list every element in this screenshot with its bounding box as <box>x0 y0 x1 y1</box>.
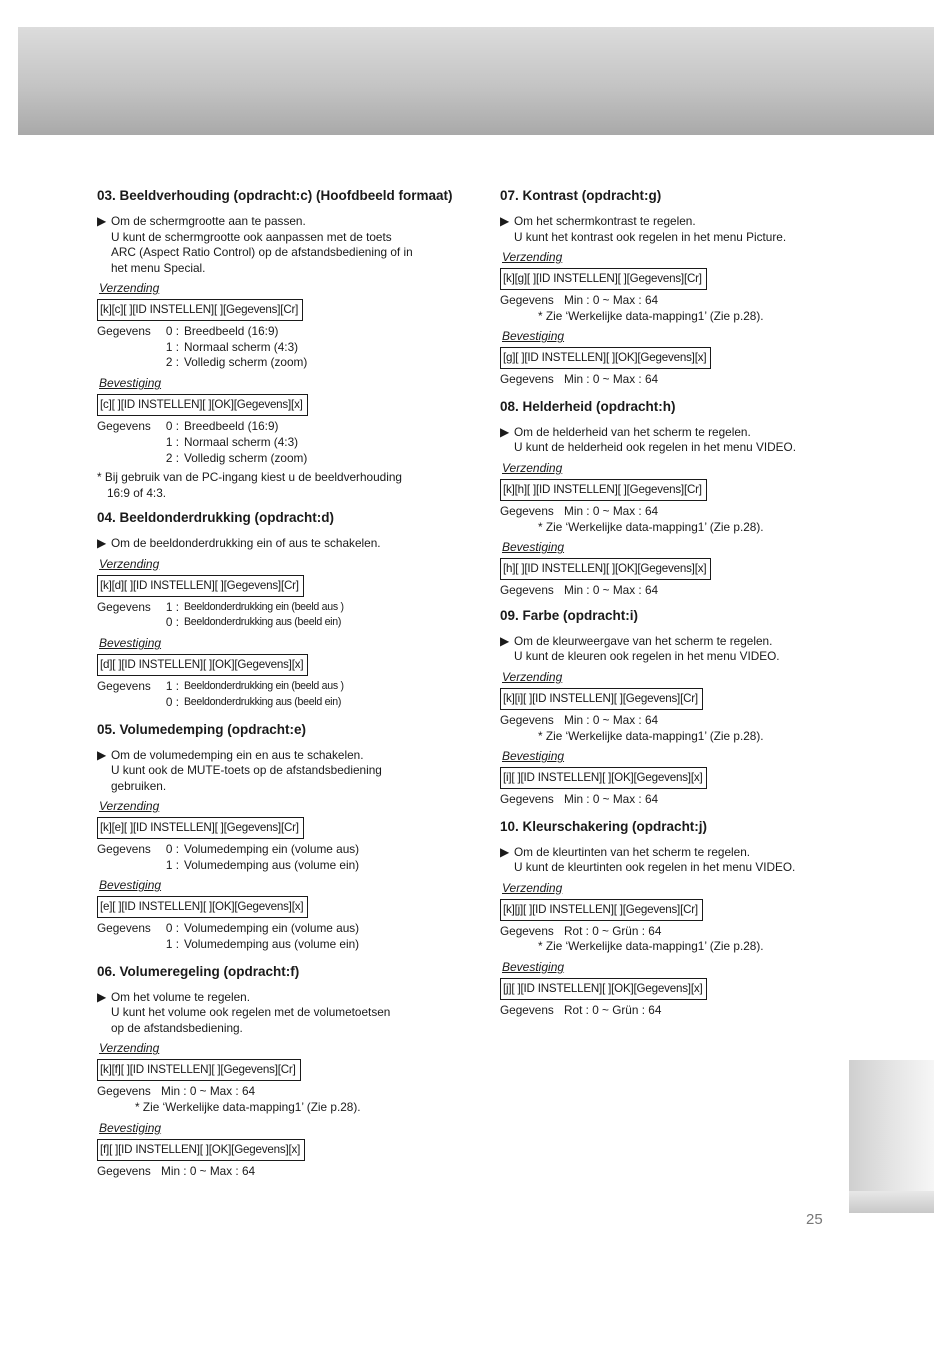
section-title: 04. Beeldonderdrukking (opdracht:d) <box>97 510 335 526</box>
transmission-command-box: [k][d][ ][ID INSTELLEN][ ][Gegevens][Cr] <box>97 575 304 597</box>
acknowledgement-command-box: [f][ ][ID INSTELLEN][ ][OK][Gegevens][x] <box>97 1139 305 1161</box>
play-arrow-icon: ▶ <box>97 214 107 228</box>
bullet-text <box>111 748 477 795</box>
bullet-text <box>514 214 880 245</box>
mapping-note: * Zie ‘Werkelijke data-mapping1’ (Zie p.28). <box>538 308 764 323</box>
acknowledgement-label: Bevestiging <box>99 636 162 651</box>
transmission-command-box: [k][g][ ][ID INSTELLEN][ ][Gegevens][Cr] <box>500 268 707 290</box>
data-label <box>97 858 157 874</box>
bullet-text <box>111 990 477 1037</box>
data-key: 0 : <box>165 419 179 434</box>
bullet-text <box>514 845 880 876</box>
data-key: 1 : <box>165 679 179 694</box>
acknowledgement-data <box>500 1003 880 1019</box>
bullet-text <box>514 425 880 456</box>
right-column <box>500 187 880 1019</box>
section <box>500 818 880 1019</box>
transmission-command-box: [k][j][ ][ID INSTELLEN][ ][Gegevens][Cr] <box>500 899 703 921</box>
transmission-command-box: [k][h][ ][ID INSTELLEN][ ][Gegevens][Cr] <box>500 479 707 501</box>
data-label: Gegevens <box>500 583 554 598</box>
section-title: 03. Beeldverhouding (opdracht:c) (Hoofdbeeld formaat) <box>97 188 453 203</box>
section-title: 10. Kleurschakering (opdracht:j) <box>500 818 708 834</box>
footnote <box>97 470 477 501</box>
transmission-data <box>500 924 880 940</box>
data-value: Beeldonderdrukking ein (beeld aus ) <box>184 680 344 693</box>
data-value: Min : 0 ~ Max : 64 <box>564 293 659 307</box>
acknowledgement-label: Bevestiging <box>99 878 162 893</box>
data-row <box>97 355 477 371</box>
footnote-line: * Bij gebruik van de PC-ingang kiest u de beeldverhouding <box>97 470 402 485</box>
data-key: 1 : <box>165 434 179 449</box>
acknowledgement-label: Bevestiging <box>502 749 565 764</box>
section <box>500 398 880 599</box>
transmission-label: Verzending <box>99 1041 160 1056</box>
bullet-text <box>111 214 477 276</box>
data-row <box>97 419 477 435</box>
data-key: 1 : <box>165 339 179 354</box>
bullet-line: Om de kleurweergave van het scherm te regelen. <box>514 633 773 648</box>
data-label <box>97 340 157 356</box>
transmission-label: Verzending <box>502 880 563 895</box>
data-key: 0 : <box>165 615 179 630</box>
section-title: 08. Helderheid (opdracht:h) <box>500 398 676 414</box>
play-arrow-icon: ▶ <box>500 633 510 648</box>
data-label: Gegevens <box>500 293 554 307</box>
section <box>97 721 477 953</box>
data-value: Beeldonderdrukking ein (beeld aus ) <box>184 600 344 613</box>
transmission-label: Verzending <box>502 460 563 475</box>
transmission-label: Verzending <box>99 556 160 571</box>
acknowledgement-label: Bevestiging <box>502 540 565 555</box>
acknowledgement-command-box: [g][ ][ID INSTELLEN][ ][OK][Gegevens][x] <box>500 347 711 369</box>
bullet-line: gebruiken. <box>111 778 167 793</box>
data-label: Gegevens <box>500 712 554 727</box>
data-value: Normaal scherm (4:3) <box>184 434 299 449</box>
section <box>500 187 880 388</box>
left-column <box>97 187 477 1179</box>
data-key: 1 : <box>165 599 179 614</box>
bullet-line: U kunt de helderheid ook regelen in het menu VIDEO. <box>514 440 796 455</box>
acknowledgement-data <box>97 921 477 952</box>
data-value: Volumedemping ein (volume aus) <box>184 842 360 857</box>
data-key: 2 : <box>165 450 179 465</box>
data-label: Gegevens <box>500 792 554 807</box>
header-band <box>18 27 934 135</box>
data-row <box>97 615 477 631</box>
data-row <box>97 921 477 937</box>
acknowledgement-data <box>500 792 880 808</box>
bullet-paragraph <box>97 214 477 276</box>
transmission-command-box: [k][f][ ][ID INSTELLEN][ ][Gegevens][Cr] <box>97 1059 301 1081</box>
transmission-label: Verzending <box>502 669 563 684</box>
data-row <box>97 937 477 953</box>
acknowledgement-data <box>500 372 880 388</box>
data-label <box>97 435 157 451</box>
data-value: Volumedemping aus (volume ein) <box>184 857 360 872</box>
data-value: Beeldonderdrukking aus (beeld ein) <box>184 616 342 629</box>
bullet-line: op de afstandsbediening. <box>111 1020 243 1035</box>
bullet-line: U kunt de schermgrootte ook aanpassen met de toets <box>111 229 392 244</box>
section-title: 07. Kontrast (opdracht:g) <box>500 188 662 203</box>
data-row <box>97 324 477 340</box>
play-arrow-icon: ▶ <box>500 214 510 228</box>
data-label: Gegevens <box>500 923 554 938</box>
bullet-line: Om de volumedemping ein en aus te schakelen. <box>111 747 364 762</box>
transmission-command-box: [k][i][ ][ID INSTELLEN][ ][Gegevens][Cr] <box>500 688 703 710</box>
data-value: Normaal scherm (4:3) <box>184 339 299 354</box>
data-label <box>97 937 157 953</box>
bullet-text <box>111 536 477 552</box>
data-row <box>500 293 880 309</box>
bullet-line: U kunt ook de MUTE-toets op de afstandsbediening <box>111 763 382 778</box>
page-number: 25 <box>806 1211 823 1228</box>
bullet-paragraph <box>500 845 880 876</box>
play-arrow-icon: ▶ <box>97 747 107 762</box>
data-value: Volumedemping aus (volume ein) <box>184 937 360 952</box>
data-label: Gegevens <box>97 921 151 936</box>
bullet-line: U kunt de kleuren ook regelen in het menu VIDEO. <box>514 649 780 664</box>
transmission-data <box>97 324 477 371</box>
section-title: 06. Volumeregeling (opdracht:f) <box>97 963 300 979</box>
bullet-line: U kunt het kontrast ook regelen in het menu Picture. <box>514 229 787 244</box>
data-label: Gegevens <box>97 1084 151 1099</box>
data-key: 1 : <box>165 857 179 872</box>
data-value: Volumedemping ein (volume aus) <box>184 921 360 936</box>
acknowledgement-data <box>500 583 880 599</box>
data-value: Volledig scherm (zoom) <box>184 355 308 370</box>
mapping-note: * Zie ‘Werkelijke data-mapping1’ (Zie p.28). <box>538 939 764 954</box>
bullet-line: U kunt het volume ook regelen met de volumetoetsen <box>111 1005 391 1020</box>
play-arrow-icon: ▶ <box>500 424 510 439</box>
bullet-line: ARC (Aspect Ratio Control) op de afstandsbediening of in <box>111 245 413 259</box>
data-label <box>97 695 157 711</box>
transmission-data <box>97 1084 477 1100</box>
data-label: Gegevens <box>500 1002 554 1017</box>
data-row <box>97 435 477 451</box>
bullet-paragraph <box>97 536 477 552</box>
bullet-line: Om de helderheid van het scherm te regelen. <box>514 424 751 439</box>
acknowledgement-command-box: [c][ ][ID INSTELLEN][ ][OK][Gegevens][x] <box>97 394 308 416</box>
data-row <box>500 792 880 808</box>
bullet-line: Om de beeldonderdrukking ein of aus te schakelen. <box>111 536 381 551</box>
transmission-data <box>500 293 880 309</box>
data-value: Min : 0 ~ Max : 64 <box>564 792 659 807</box>
acknowledgement-command-box: [h][ ][ID INSTELLEN][ ][OK][Gegevens][x] <box>500 558 711 580</box>
data-row <box>500 372 880 388</box>
acknowledgement-command-box: [i][ ][ID INSTELLEN][ ][OK][Gegevens][x] <box>500 767 707 789</box>
acknowledgement-data <box>97 419 477 466</box>
bullet-paragraph <box>500 214 880 245</box>
data-label <box>97 451 157 467</box>
data-label: Gegevens <box>500 372 554 387</box>
data-label: Gegevens <box>97 419 151 434</box>
section-title: 09. Farbe (opdracht:i) <box>500 607 639 623</box>
bullet-paragraph <box>500 634 880 665</box>
transmission-label: Verzending <box>502 250 563 264</box>
footnote-line: 16:9 of 4:3. <box>107 485 167 500</box>
data-row <box>97 600 477 616</box>
acknowledgement-data <box>97 1164 477 1180</box>
transmission-command-box: [k][c][ ][ID INSTELLEN][ ][Gegevens][Cr] <box>97 299 303 321</box>
transmission-label: Verzending <box>99 799 160 814</box>
section <box>97 187 477 501</box>
transmission-data <box>97 600 477 631</box>
transmission-data <box>500 713 880 729</box>
bullet-line: Om de kleurtinten van het scherm te regelen. <box>514 844 751 859</box>
acknowledgement-command-box: [j][ ][ID INSTELLEN][ ][OK][Gegevens][x] <box>500 978 707 1000</box>
acknowledgement-label: Bevestiging <box>502 329 565 344</box>
data-row <box>500 713 880 729</box>
bullet-paragraph <box>97 990 477 1037</box>
data-label: Gegevens <box>97 842 151 857</box>
data-row <box>500 1003 880 1019</box>
play-arrow-icon: ▶ <box>97 536 107 551</box>
data-row <box>97 695 477 711</box>
acknowledgement-data <box>97 679 477 710</box>
data-value: Min : 0 ~ Max : 64 <box>564 583 659 598</box>
data-key: 0 : <box>165 324 179 338</box>
transmission-label: Verzending <box>99 281 160 295</box>
data-row <box>97 842 477 858</box>
mapping-note: * Zie ‘Werkelijke data-mapping1’ (Zie p.28). <box>538 519 764 534</box>
side-tab-decoration <box>849 1060 934 1213</box>
data-row <box>97 679 477 695</box>
data-value: Beeldonderdrukking aus (beeld ein) <box>184 695 342 708</box>
data-row <box>97 1164 477 1180</box>
bullet-line: U kunt de kleurtinten ook regelen in het menu VIDEO. <box>514 860 796 875</box>
play-arrow-icon: ▶ <box>97 989 107 1004</box>
data-row <box>97 340 477 356</box>
transmission-data <box>500 504 880 520</box>
mapping-note: * Zie ‘Werkelijke data-mapping1’ (Zie p.28). <box>538 728 764 743</box>
acknowledgement-command-box: [e][ ][ID INSTELLEN][ ][OK][Gegevens][x] <box>97 896 308 918</box>
data-value: Breedbeeld (16:9) <box>184 419 279 434</box>
data-label: Gegevens <box>97 324 151 338</box>
bullet-line: Om het schermkontrast te regelen. <box>514 214 696 228</box>
data-row <box>500 583 880 599</box>
data-row <box>500 924 880 940</box>
data-value: Rot : 0 ~ Grün : 64 <box>564 923 662 938</box>
data-row <box>97 451 477 467</box>
data-key: 0 : <box>165 842 179 857</box>
data-row <box>500 504 880 520</box>
data-value: Min : 0 ~ Max : 64 <box>161 1084 256 1099</box>
acknowledgement-label: Bevestiging <box>99 1120 162 1135</box>
data-label: Gegevens <box>97 679 151 694</box>
data-label: Gegevens <box>97 1163 151 1178</box>
bullet-paragraph <box>500 425 880 456</box>
section <box>500 607 880 808</box>
data-value: Min : 0 ~ Max : 64 <box>564 712 659 727</box>
transmission-data <box>97 842 477 873</box>
data-row <box>97 858 477 874</box>
data-label: Gegevens <box>97 599 151 614</box>
acknowledgement-command-box: [d][ ][ID INSTELLEN][ ][OK][Gegevens][x] <box>97 654 308 676</box>
bullet-paragraph <box>97 748 477 795</box>
bullet-line: Om de schermgrootte aan te passen. <box>111 214 306 228</box>
data-row <box>97 1084 477 1100</box>
data-value: Rot : 0 ~ Grün : 64 <box>564 1002 662 1017</box>
data-value: Breedbeeld (16:9) <box>184 324 279 338</box>
acknowledgement-label: Bevestiging <box>99 376 162 391</box>
section <box>97 963 477 1179</box>
transmission-command-box: [k][e][ ][ID INSTELLEN][ ][Gegevens][Cr] <box>97 817 304 839</box>
data-value: Min : 0 ~ Max : 64 <box>161 1163 256 1178</box>
bullet-line: Om het volume te regelen. <box>111 989 251 1004</box>
data-key: 1 : <box>165 937 179 952</box>
data-label <box>97 615 157 631</box>
section-title: 05. Volumedemping (opdracht:e) <box>97 721 307 737</box>
bullet-text <box>514 634 880 665</box>
data-label <box>97 355 157 371</box>
play-arrow-icon: ▶ <box>500 844 510 859</box>
data-label: Gegevens <box>500 503 554 518</box>
data-key: 0 : <box>165 921 179 936</box>
section <box>97 509 477 710</box>
data-key: 0 : <box>165 694 179 709</box>
data-value: Min : 0 ~ Max : 64 <box>564 372 659 387</box>
data-value: Volledig scherm (zoom) <box>184 450 308 465</box>
data-key: 2 : <box>165 355 179 370</box>
data-value: Min : 0 ~ Max : 64 <box>564 503 659 518</box>
acknowledgement-label: Bevestiging <box>502 959 565 974</box>
bullet-line: het menu Special. <box>111 260 206 275</box>
mapping-note: * Zie ‘Werkelijke data-mapping1’ (Zie p.28). <box>135 1100 361 1115</box>
